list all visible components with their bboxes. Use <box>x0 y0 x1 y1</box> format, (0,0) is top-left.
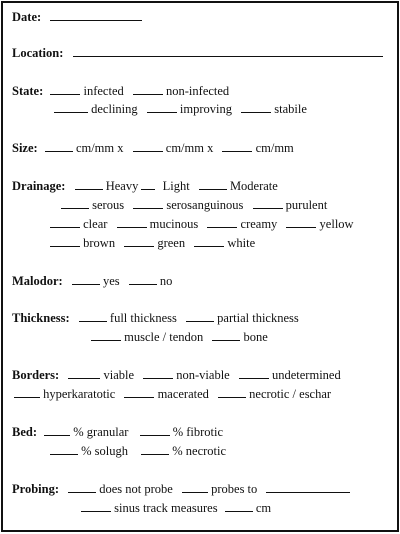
drainage-row-3 <box>50 216 354 232</box>
drainage-mucinous-blank[interactable] <box>117 216 147 228</box>
drainage-mucinous: mucinous <box>149 217 199 231</box>
state-stabile-blank[interactable] <box>241 101 271 113</box>
state-improving-blank[interactable] <box>147 101 177 113</box>
borders-viable-blank[interactable] <box>68 367 100 379</box>
drainage-green-blank[interactable] <box>124 235 154 247</box>
state-row-1 <box>12 83 229 99</box>
borders-label: Borders: <box>12 368 60 382</box>
probing-row-1 <box>12 481 350 497</box>
thickness-row-2 <box>91 329 268 345</box>
thickness-full-blank[interactable] <box>79 310 107 322</box>
drainage-white-blank[interactable] <box>194 235 224 247</box>
state-declining: declining <box>91 102 138 116</box>
drainage-white: white <box>227 236 256 250</box>
state-declining-blank[interactable] <box>54 101 88 113</box>
bed-slough-blank[interactable] <box>50 443 78 455</box>
state-infected: infected <box>83 84 124 98</box>
bed-row-1 <box>12 424 223 440</box>
drainage-yellow-blank[interactable] <box>286 216 316 228</box>
date-blank[interactable] <box>50 9 142 21</box>
thickness-partial: partial thickness <box>217 311 299 325</box>
borders-hyperkaratotic: hyperkaratotic <box>43 387 116 401</box>
state-infected-blank[interactable] <box>50 83 80 95</box>
drainage-purulent: purulent <box>285 198 328 212</box>
drainage-serous-blank[interactable] <box>61 197 89 209</box>
bed-fibrotic-blank[interactable] <box>140 424 170 436</box>
probing-does-not-probe: does not probe <box>99 482 173 496</box>
probing-sinus-measure-blank[interactable] <box>225 500 253 512</box>
size-width-blank[interactable] <box>133 140 163 152</box>
borders-necrotic: necrotic / eschar <box>249 387 332 401</box>
probing-cm: cm <box>255 501 272 515</box>
drainage-brown-blank[interactable] <box>50 235 80 247</box>
date-row <box>12 9 142 25</box>
malodor-label: Malodor: <box>12 274 63 288</box>
location-label: Location: <box>12 46 64 60</box>
state-row-2 <box>54 101 307 117</box>
probing-row-2 <box>81 500 271 516</box>
bed-slough: % solugh <box>81 444 128 458</box>
thickness-bone-blank[interactable] <box>212 329 240 341</box>
borders-undetermined-blank[interactable] <box>239 367 269 379</box>
drainage-brown: brown <box>83 236 116 250</box>
drainage-clear: clear <box>83 217 108 231</box>
drainage-light: Light <box>162 179 190 193</box>
bed-row-2 <box>50 443 226 459</box>
drainage-yellow: yellow <box>319 217 354 231</box>
size-row <box>12 140 294 156</box>
borders-undetermined: undetermined <box>271 368 341 382</box>
location-row <box>12 45 383 61</box>
thickness-muscle-blank[interactable] <box>91 329 121 341</box>
drainage-creamy-blank[interactable] <box>207 216 237 228</box>
borders-row-2 <box>14 386 331 402</box>
drainage-serosanguinous: serosanguinous <box>166 198 244 212</box>
bed-necrotic-blank[interactable] <box>141 443 169 455</box>
drainage-row-2 <box>61 197 327 213</box>
thickness-row-1 <box>12 310 299 326</box>
drainage-serous: serous <box>92 198 125 212</box>
state-non-infected-blank[interactable] <box>133 83 163 95</box>
size-depth-blank[interactable] <box>222 140 252 152</box>
bed-necrotic: % necrotic <box>172 444 227 458</box>
bed-fibrotic: % fibrotic <box>172 425 224 439</box>
state-label: State: <box>12 84 44 98</box>
bed-granular-blank[interactable] <box>44 424 70 436</box>
wound-assessment-form <box>1 1 399 532</box>
drainage-heavy: Heavy <box>105 179 139 193</box>
drainage-row-1 <box>12 178 278 194</box>
size-unit-1: cm/mm x <box>75 141 124 155</box>
thickness-muscle: muscle / tendon <box>124 330 204 344</box>
probing-sinus-track: sinus track measures <box>114 501 218 515</box>
borders-non-viable-blank[interactable] <box>143 367 173 379</box>
drainage-label: Drainage: <box>12 179 66 193</box>
thickness-bone: bone <box>243 330 268 344</box>
probing-does-not-probe-blank[interactable] <box>68 481 96 493</box>
malodor-yes-blank[interactable] <box>72 273 100 285</box>
malodor-no-blank[interactable] <box>129 273 157 285</box>
malodor-yes: yes <box>102 274 120 288</box>
state-non-infected: non-infected <box>166 84 230 98</box>
malodor-row <box>12 273 172 289</box>
drainage-light-blank[interactable] <box>141 178 155 190</box>
thickness-partial-blank[interactable] <box>186 310 214 322</box>
borders-viable: viable <box>103 368 135 382</box>
borders-necrotic-blank[interactable] <box>218 386 246 398</box>
probing-sinus-blank[interactable] <box>81 500 111 512</box>
probing-probes-to: probes to <box>211 482 258 496</box>
state-improving: improving <box>179 102 232 116</box>
malodor-no: no <box>159 274 173 288</box>
bed-granular: % granular <box>73 425 129 439</box>
borders-macerated: macerated <box>157 387 209 401</box>
state-stabile: stabile <box>274 102 307 116</box>
size-unit-2: cm/mm x <box>165 141 214 155</box>
probing-probes-to-blank[interactable] <box>182 481 208 493</box>
drainage-heavy-blank[interactable] <box>75 178 103 190</box>
bed-label: Bed: <box>12 425 37 439</box>
size-label: Size: <box>12 141 38 155</box>
drainage-purulent-blank[interactable] <box>253 197 283 209</box>
probing-label: Probing: <box>12 482 59 496</box>
borders-hyperkaratotic-blank[interactable] <box>14 386 40 398</box>
borders-row-1 <box>12 367 341 383</box>
drainage-creamy: creamy <box>240 217 278 231</box>
drainage-moderate: Moderate <box>229 179 278 193</box>
borders-macerated-blank[interactable] <box>124 386 154 398</box>
drainage-row-4 <box>50 235 255 251</box>
drainage-clear-blank[interactable] <box>50 216 80 228</box>
size-unit-3: cm/mm <box>255 141 294 155</box>
date-label: Date: <box>12 10 42 24</box>
thickness-label: Thickness: <box>12 311 70 325</box>
location-blank[interactable] <box>73 45 383 57</box>
probing-depth-blank[interactable] <box>266 481 350 493</box>
drainage-serosanguinous-blank[interactable] <box>133 197 163 209</box>
thickness-full: full thickness <box>109 311 177 325</box>
size-length-blank[interactable] <box>45 140 73 152</box>
drainage-green: green <box>157 236 186 250</box>
borders-non-viable: non-viable <box>176 368 230 382</box>
drainage-moderate-blank[interactable] <box>199 178 227 190</box>
